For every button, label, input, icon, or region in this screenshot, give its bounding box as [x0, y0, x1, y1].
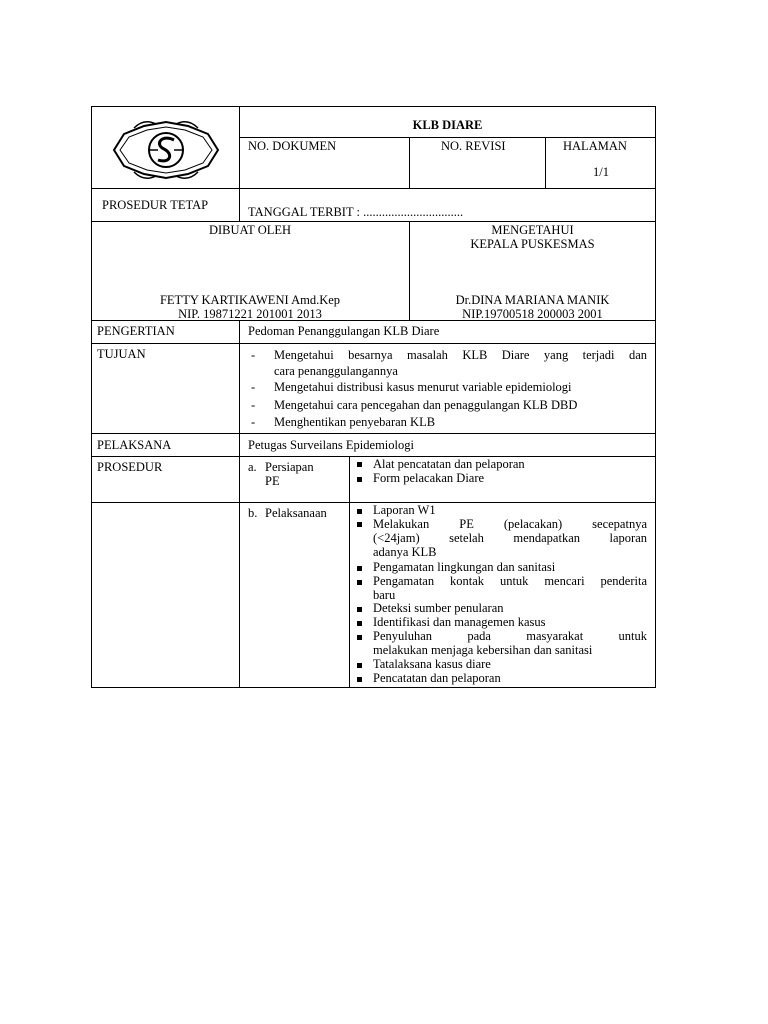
step-b-line: Deteksi sumber penularan — [373, 601, 504, 615]
step-b-line: (<24jam) setelah mendapatkan laporan — [373, 531, 647, 545]
bullet-square — [357, 607, 362, 612]
procedure-label: PROSEDUR TETAP — [102, 198, 209, 212]
step-a-item: Alat pencatatan dan pelaporan — [373, 457, 525, 471]
step-b-marker: b. — [248, 506, 258, 520]
bullet-square — [357, 462, 362, 467]
rule — [91, 343, 656, 344]
step-a-marker: a. — [248, 460, 257, 474]
pelaksana-value: Petugas Surveilans Epidemiologi — [248, 438, 414, 452]
document-title: KLB DIARE — [412, 118, 483, 132]
tujuan-item: Mengetahui cara pencegahan dan penaggulangan KLB DBD — [274, 398, 578, 412]
document-number-label: NO. DOKUMEN — [248, 139, 337, 153]
prosedur-label: PROSEDUR — [97, 460, 163, 474]
step-b-label: Pelaksanaan — [265, 506, 327, 520]
issue-date: TANGGAL TERBIT : ................................ — [248, 205, 464, 219]
bullet-dash: - — [251, 415, 256, 429]
rule — [91, 433, 656, 434]
bullet-square — [357, 580, 362, 585]
tujuan-item-continuation: cara penanggulangannya — [274, 364, 398, 378]
page-value: 1/1 — [593, 165, 609, 179]
approver-title: KEPALA PUSKESMAS — [470, 237, 595, 251]
made-by-heading: DIBUAT OLEH — [208, 223, 292, 237]
step-b-line: Pengamatan lingkungan dan sanitasi — [373, 560, 556, 574]
rule — [91, 188, 656, 189]
author-nip: NIP. 19871221 201001 2013 — [178, 307, 322, 321]
tujuan-item: Menghentikan penyebaran KLB — [274, 415, 436, 429]
step-b-line: Laporan W1 — [373, 503, 436, 517]
bullet-square — [357, 509, 362, 514]
bullet-square — [357, 477, 362, 482]
head-name: Dr.DINA MARIANA MANIK — [455, 293, 610, 307]
step-b-line: Pencatatan dan pelaporan — [373, 671, 501, 685]
rule — [409, 137, 410, 188]
bullet-square — [357, 566, 362, 571]
pelaksana-label: PELAKSANA — [97, 438, 172, 452]
bullet-square — [357, 677, 362, 682]
bullet-dash: - — [251, 348, 256, 362]
step-b-line: Identifikasi dan managemen kasus — [373, 615, 546, 629]
author-name: FETTY KARTIKAWENI Amd.Kep — [159, 293, 341, 307]
rule — [91, 221, 656, 222]
rule — [349, 456, 350, 688]
bullet-dash: - — [251, 380, 256, 394]
pengertian-value: Pedoman Penanggulangan KLB Diare — [248, 324, 440, 338]
pengertian-label: PENGERTIAN — [97, 324, 175, 338]
step-b-line: Pengamatan kontak untuk mencari penderita — [373, 574, 647, 588]
step-b-line: Penyuluhan pada masyarakat untuk — [373, 629, 647, 643]
step-b-line: Tatalaksana kasus diare — [373, 657, 491, 671]
step-b-line: adanya KLB — [373, 545, 437, 559]
head-nip: NIP.19700518 200003 2001 — [462, 307, 603, 321]
step-b-line: Melakukan PE (pelacakan) secepatnya — [373, 517, 647, 531]
rule — [239, 137, 656, 138]
page-label: HALAMAN — [563, 139, 627, 153]
bullet-dash: - — [251, 398, 256, 412]
step-a-label-continuation: PE — [265, 474, 280, 488]
bullet-square — [357, 522, 362, 527]
bullet-square — [357, 621, 362, 626]
step-a-label: Persiapan — [265, 460, 314, 474]
bullet-square — [357, 635, 362, 640]
rule — [545, 137, 546, 188]
rule — [239, 320, 240, 688]
bullet-square — [357, 663, 362, 668]
step-b-line: melakukan menjaga kebersihan dan sanitasi — [373, 643, 593, 657]
tujuan-item: Mengetahui distribusi kasus menurut variable epidemiologi — [274, 380, 572, 394]
emblem-logo — [104, 114, 228, 186]
revision-number-label: NO. REVISI — [441, 139, 506, 153]
approved-heading: MENGETAHUI — [491, 223, 574, 237]
tujuan-label: TUJUAN — [97, 347, 146, 361]
tujuan-item: Mengetahui besarnya masalah KLB Diare yang terjadi dan — [274, 348, 647, 362]
step-b-line: baru — [373, 588, 396, 602]
step-a-item: Form pelacakan Diare — [373, 471, 485, 485]
